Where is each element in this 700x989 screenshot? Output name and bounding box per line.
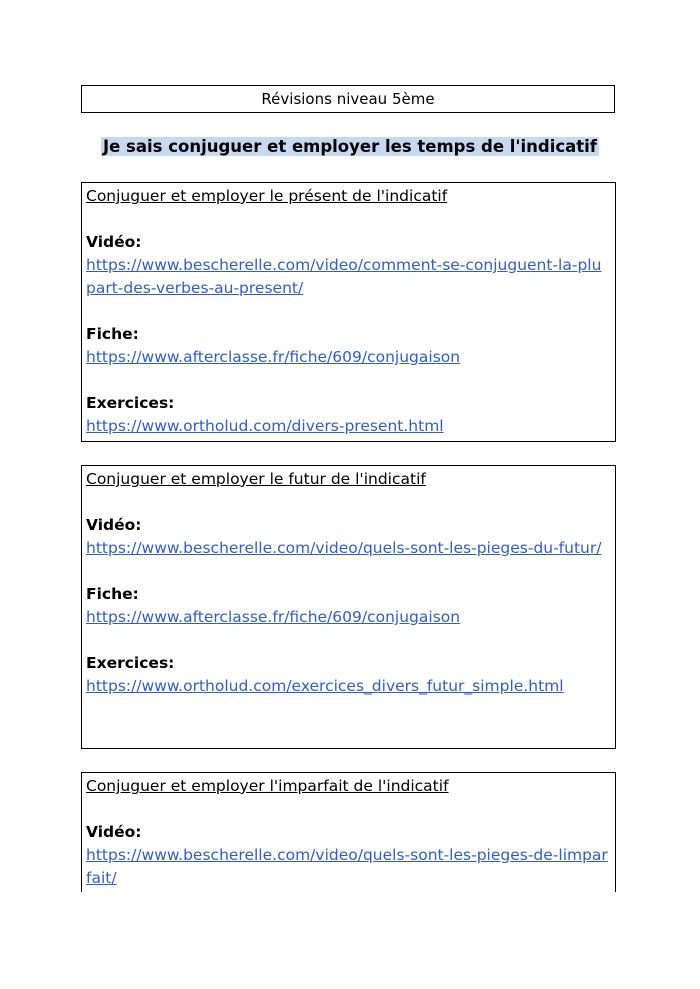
video-link[interactable]: https://www.bescherelle.com/video/quels-sont-les-pieges-du-futur/ bbox=[86, 539, 602, 557]
section-heading: Conjuguer et employer le présent de l'indicatif bbox=[86, 187, 448, 205]
header-title: Révisions niveau 5ème bbox=[261, 90, 435, 108]
fiche-link[interactable]: https://www.afterclasse.fr/fiche/609/conjugaison bbox=[86, 608, 461, 626]
fiche-link[interactable]: https://www.afterclasse.fr/fiche/609/conjugaison bbox=[86, 348, 461, 366]
page-title bbox=[0, 136, 700, 158]
header-box bbox=[81, 85, 615, 113]
video-label: Vidéo: bbox=[86, 233, 142, 251]
exercices-label: Exercices: bbox=[86, 394, 175, 412]
fiche-label: Fiche: bbox=[86, 585, 139, 603]
section-imparfait bbox=[81, 772, 616, 892]
video-link[interactable]: https://www.bescherelle.com/video/quels-sont-les-pieges-de-limparfait/ bbox=[86, 846, 608, 887]
video-label: Vidéo: bbox=[86, 516, 142, 534]
video-label: Vidéo: bbox=[86, 823, 142, 841]
section-heading: Conjuguer et employer le futur de l'indicatif bbox=[86, 470, 426, 488]
page-title-text: Je sais conjuguer et employer les temps de l'indicatif bbox=[102, 137, 597, 156]
fiche-label: Fiche: bbox=[86, 325, 139, 343]
exercices-link[interactable]: https://www.ortholud.com/divers-present.html bbox=[86, 417, 444, 435]
exercices-link[interactable]: https://www.ortholud.com/exercices_divers_futur_simple.html bbox=[86, 677, 564, 695]
video-link[interactable]: https://www.bescherelle.com/video/comment-se-conjuguent-la-plupart-des-verbes-au-present/ bbox=[86, 256, 602, 297]
section-present bbox=[81, 182, 616, 442]
exercices-label: Exercices: bbox=[86, 654, 175, 672]
section-heading: Conjuguer et employer l'imparfait de l'indicatif bbox=[86, 777, 449, 795]
section-futur bbox=[81, 465, 616, 749]
